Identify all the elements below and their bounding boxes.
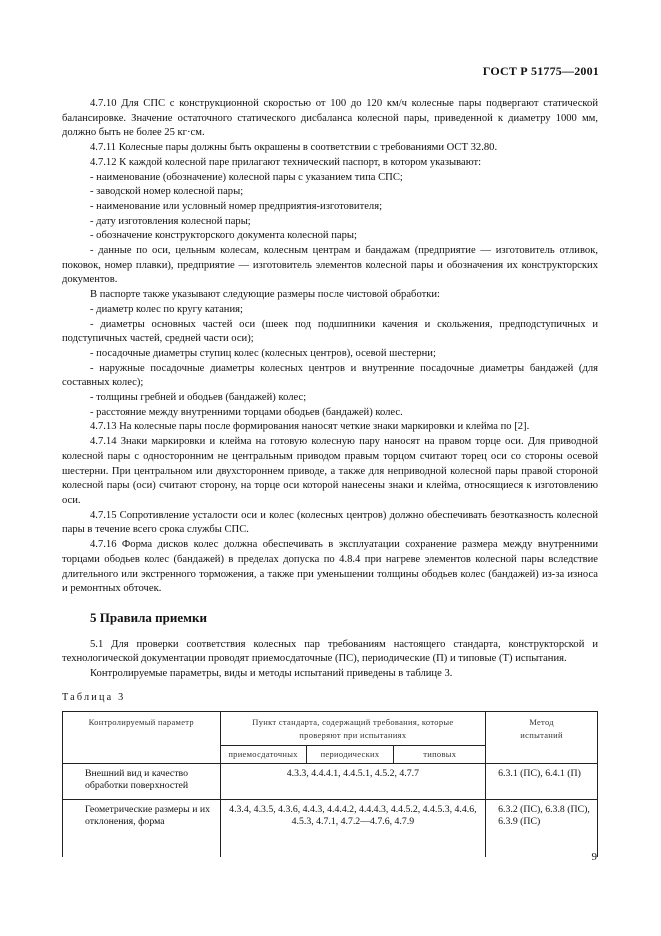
paragraph: - толщины гребней и ободьев (бандажей) колес; (90, 392, 307, 404)
table-header-row (63, 712, 598, 746)
paragraph: - обозначение конструкторского документа колесной пары; (90, 230, 357, 242)
paragraph: - наименование или условный номер предприятия-изготовителя; (90, 200, 383, 212)
paragraphs-before (62, 97, 598, 597)
header-periodic: периодических (306, 746, 394, 764)
paragraph: - заводской номер колесной пары; (90, 186, 244, 198)
table-row (63, 763, 598, 799)
paragraph: 4.7.13 На колесные пары после формирования наносят четкие знаки маркировки и клейма по [2]. (90, 421, 530, 433)
paragraph: - расстояние между внутренними торцами ободьев (бандажей) колес. (90, 406, 403, 418)
table-3 (62, 711, 598, 857)
paragraph: - наименование (обозначение) колесной пары с указанием типа СПС; (90, 171, 403, 183)
document-header: ГОСТ Р 51775—2001 (482, 64, 599, 78)
section-title: 5 Правила приемки (90, 609, 207, 625)
paragraph: - диаметр колес по кругу катания; (90, 303, 243, 315)
paragraph: 4.7.16 Форма дисков колес должна обеспечивать в эксплуатации сохранение размера между внутренними торцами ободьев колес (бандажей) в пределах допуска по 4.8.4 при нагреве элементов колесной пары вследствие длительного или экстренного торможения, а также при уменьшении толщины ободьев колес (бандажей) из-за износа и ремонтных обточек. (62, 539, 598, 595)
cell-clauses: 4.3.3, 4.4.4.1, 4.4.5.1, 4.5.2, 4.7.7 (220, 763, 486, 799)
paragraph: 4.7.14 Знаки маркировки и клейма на готовую колесную пару наносят на правом торце оси. Для приводной колесной пары с односторонним не центральным приводом правым торцом считают торец оси со стороны осевой шестерни. При центральном или двухстороннем приводе, а также для неприводной колесной пары правой стороной колесной пары (оси) считают сторону, на торце оси которой нанесены знаки и клейма, относящиеся к изготовлению оси. (62, 436, 598, 506)
table-body (63, 763, 598, 857)
paragraph: 4.7.15 Сопротивление усталости оси и колес (колесных центров) должно обеспечивать безотказность колесной пары в течение всего срока службы СПС. (62, 509, 598, 536)
cell-method: 6.3.2 (ПС), 6.3.8 (ПС), 6.3.9 (ПС) (486, 799, 598, 857)
page-number: 9 (591, 851, 597, 863)
header-param: Контролируемый параметр (63, 712, 221, 764)
paragraph: - диаметры основных частей оси (шеек под подшипники качения и скольжения, предподступичных и подступичных частей, средней части оси); (62, 318, 598, 345)
paragraph: - наружные посадочные диаметры колесных центров и внутренние посадочные диаметры бандажей (для составных колес); (62, 362, 598, 389)
cell-param: Внешний вид и качество обработки поверхностей (63, 763, 221, 799)
paragraph: 4.7.12 К каждой колесной паре прилагают технический паспорт, в котором указывают: (90, 156, 482, 168)
paragraph: - дату изготовления колесной пары; (90, 215, 251, 227)
paragraph: - посадочные диаметры ступиц колес (колесных центров), осевой шестерни; (90, 347, 436, 359)
paragraph: 5.1 Для проверки соответствия колесных пар требованиям настоящего стандарта, конструкторской и технологической документации проводят приемосдаточные (ПС), периодические (П) и типовые (Т) испытания. (62, 638, 598, 665)
paragraph: - данные по оси, цельным колесам, колесным центрам и бандажам (предприятие — изготовитель отливок, поковок, номер плавки), предприятие — изготовитель элементов колесной пары и обозначения их конструкторских документов. (62, 245, 598, 286)
table-caption: Таблица 3 (62, 691, 126, 703)
table-row (63, 799, 598, 857)
header-method: Метод испытаний (486, 712, 598, 764)
paragraphs-after (62, 638, 598, 682)
paragraph: В паспорте также указывают следующие размеры после чистовой обработки: (90, 289, 440, 301)
document-body (62, 97, 598, 857)
paragraph: Контролируемые параметры, виды и методы испытаний приведены в таблице 3. (90, 668, 453, 680)
paragraph: 4.7.11 Колесные пары должны быть окрашены в соответствии с требованиями ОСТ 32.80. (90, 142, 498, 154)
header-acceptance: приемосдаточных (220, 746, 306, 764)
paragraph: 4.7.10 Для СПС с конструкционной скоростью от 100 до 120 км/ч колесные пары подвергают статической балансировке. Значение остаточного статического дисбаланса колесной пары, приведенной к диаметру 1000 мм, должно быть не более 25 кг·см. (62, 98, 598, 139)
header-clause-group: Пункт стандарта, содержащий требования, которые проверяют при испытаниях (220, 712, 486, 746)
header-type: типовых (394, 746, 486, 764)
cell-clauses: 4.3.4, 4.3.5, 4.3.6, 4.4.3, 4.4.4.2, 4.4.4.3, 4.4.5.2, 4.4.5.3, 4.4.6, 4.5.3, 4.7.1, 4.7.2—4.7.6, 4.7.9 (220, 799, 486, 857)
cell-param: Геометрические размеры и их отклонения, форма (63, 799, 221, 857)
cell-method: 6.3.1 (ПС), 6.4.1 (П) (486, 763, 598, 799)
